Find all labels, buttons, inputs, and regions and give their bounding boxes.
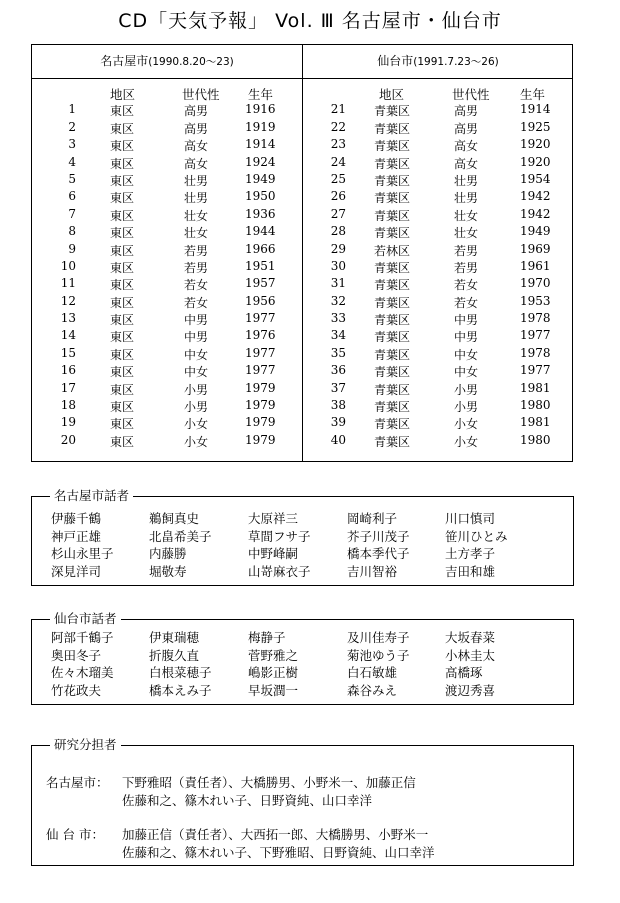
- generation-cell: 小男: [454, 400, 479, 415]
- speaker-number: 34: [330, 328, 346, 343]
- speaker-number: 1: [68, 102, 76, 117]
- generation-cell: 壮男: [454, 173, 479, 188]
- table-row: [32, 224, 302, 241]
- speaker-name: 菊池ゆう子: [347, 647, 410, 663]
- speaker-name: 吉田和雄: [445, 563, 496, 579]
- speaker-number: 39: [330, 415, 346, 430]
- generation-cell: 小男: [184, 382, 209, 397]
- table-row: [32, 276, 302, 293]
- speaker-name: 早坂潤一: [248, 682, 299, 698]
- birth-year-cell: 1949: [245, 171, 276, 186]
- generation-cell: 壮女: [454, 208, 479, 223]
- birth-year-cell: 1966: [245, 241, 276, 256]
- district-cell: 東区: [110, 330, 135, 345]
- table-row: [302, 381, 574, 398]
- research-nagoya-line1: 下野雅昭（責任者）、大橋勝男、小野米一、加藤正信: [122, 775, 416, 790]
- generation-cell: 壮女: [184, 208, 209, 223]
- generation-cell: 壮女: [184, 226, 209, 241]
- table-row: [302, 294, 574, 311]
- table-row: [302, 224, 574, 241]
- table-row: [32, 381, 302, 398]
- generation-cell: 高男: [454, 121, 479, 136]
- district-cell: 東区: [110, 278, 135, 293]
- district-cell: 青葉区: [374, 226, 411, 241]
- district-cell: 青葉区: [374, 278, 411, 293]
- table-row: [32, 102, 302, 119]
- district-cell: 青葉区: [374, 173, 411, 188]
- speaker-number: 16: [60, 363, 76, 378]
- speaker-number: 25: [330, 171, 346, 186]
- table-row: [302, 259, 574, 276]
- birth-year-cell: 1979: [245, 432, 276, 447]
- district-cell: 東区: [110, 260, 135, 275]
- speaker-name: 大原祥三: [248, 511, 299, 526]
- speaker-name: 橋本季代子: [347, 546, 410, 562]
- district-cell: 青葉区: [374, 104, 411, 119]
- speaker-name: 川口慎司: [445, 511, 496, 526]
- speaker-name: 伊東瑞穂: [149, 630, 200, 645]
- district-cell: 東区: [110, 226, 135, 241]
- speaker-number: 7: [68, 206, 76, 221]
- sendai-date: (1991.7.23～26): [413, 56, 499, 68]
- speaker-number: 17: [60, 380, 76, 395]
- district-cell: 東区: [110, 400, 135, 415]
- nagoya-speakers-box: [31, 488, 574, 586]
- speaker-name: 杉山永里子: [51, 546, 114, 562]
- generation-cell: 小女: [184, 434, 209, 449]
- speaker-number: 36: [330, 363, 346, 378]
- table-row: [302, 276, 574, 293]
- table-row: [32, 155, 302, 172]
- speaker-name: 岡崎利子: [347, 511, 398, 526]
- research-sendai-line2: 佐藤和之、篠木れい子、下野雅昭、日野資純、山口幸洋: [122, 845, 435, 860]
- speaker-name: 折腹久直: [149, 647, 200, 663]
- speaker-number: 13: [60, 311, 76, 326]
- birth-year-cell: 1925: [520, 119, 551, 134]
- table-row: [302, 102, 574, 119]
- speaker-number: 26: [330, 189, 346, 204]
- generation-cell: 高女: [184, 139, 209, 154]
- district-cell: 青葉区: [374, 121, 411, 136]
- table-row: [302, 137, 574, 154]
- birth-year-cell: 1978: [520, 311, 551, 326]
- birth-year-cell: 1936: [245, 206, 276, 221]
- generation-cell: 壮男: [454, 191, 479, 206]
- birth-year-cell: 1977: [520, 363, 551, 378]
- district-cell: 青葉区: [374, 260, 411, 275]
- generation-cell: 若女: [454, 295, 479, 310]
- speaker-number: 15: [60, 345, 76, 360]
- speaker-name: 山嵜麻衣子: [248, 563, 311, 579]
- generation-cell: 中女: [454, 365, 479, 380]
- birth-year-cell: 1953: [520, 293, 551, 308]
- birth-year-cell: 1954: [520, 171, 551, 186]
- birth-year-cell: 1977: [520, 328, 551, 343]
- birth-year-cell: 1950: [245, 189, 276, 204]
- speaker-name: 阿部千鶴子: [51, 630, 114, 645]
- speaker-name: 橋本えみ子: [149, 682, 212, 698]
- birth-year-cell: 1914: [520, 102, 551, 117]
- table-row: [302, 328, 574, 345]
- speaker-number: 32: [330, 293, 346, 308]
- district-cell: 東区: [110, 243, 135, 258]
- table-row: [32, 398, 302, 415]
- speaker-number: 20: [60, 432, 76, 447]
- district-cell: 東区: [110, 104, 135, 119]
- sendai-header: [302, 45, 574, 78]
- research-label: 研究分担者: [50, 737, 121, 753]
- speaker-number: 35: [330, 345, 346, 360]
- speaker-number: 10: [60, 258, 76, 273]
- table-row: [32, 242, 302, 259]
- speaker-name: 伊藤千鶴: [51, 511, 102, 526]
- speaker-name: 鵜飼真史: [149, 511, 200, 526]
- generation-cell: 小女: [454, 417, 479, 432]
- generation-cell: 中男: [454, 330, 479, 345]
- birth-year-cell: 1976: [245, 328, 276, 343]
- generation-cell: 若女: [184, 295, 209, 310]
- birth-year-cell: 1914: [245, 137, 276, 152]
- district-cell: 青葉区: [374, 208, 411, 223]
- birth-year-cell: 1919: [245, 119, 276, 134]
- generation-cell: 中男: [184, 313, 209, 328]
- district-cell: 青葉区: [374, 295, 411, 310]
- table-row: [302, 189, 574, 206]
- speaker-name: 深見洋司: [51, 563, 102, 579]
- district-cell: 青葉区: [374, 434, 411, 449]
- research-box: [31, 737, 574, 866]
- district-header: 地区: [379, 87, 405, 102]
- speaker-name: 森谷みえ: [347, 682, 398, 698]
- speaker-number: 28: [330, 224, 346, 239]
- research-sendai-label: 仙 台 市：: [46, 827, 104, 842]
- generation-cell: 高女: [454, 139, 479, 154]
- generation-cell: 若男: [454, 243, 479, 258]
- speaker-number: 4: [68, 154, 76, 169]
- generation-cell: 壮男: [184, 191, 209, 206]
- sendai-column-headers: [302, 85, 574, 102]
- birth-year-cell: 1951: [245, 258, 276, 273]
- speaker-number: 14: [60, 328, 76, 343]
- speaker-name: 草間フサ子: [248, 528, 311, 544]
- generation-header: 世代性: [182, 87, 220, 102]
- nagoya-heading: 名古屋市: [100, 54, 149, 68]
- generation-cell: 小女: [184, 417, 209, 432]
- generation-cell: 中男: [184, 330, 209, 345]
- speaker-number: 37: [330, 380, 346, 395]
- table-row: [302, 242, 574, 259]
- speaker-number: 12: [60, 293, 76, 308]
- birth-year-cell: 1969: [520, 241, 551, 256]
- generation-cell: 高男: [454, 104, 479, 119]
- birth-year-cell: 1920: [520, 154, 551, 169]
- district-cell: 青葉区: [374, 156, 411, 171]
- birth-year-cell: 1924: [245, 154, 276, 169]
- table-row: [32, 311, 302, 328]
- birth-year-cell: 1916: [245, 102, 276, 117]
- district-cell: 東区: [110, 313, 135, 328]
- birth-year-cell: 1957: [245, 276, 276, 291]
- speaker-name: 中野峰嗣: [248, 546, 299, 562]
- speaker-name: 北畠希美子: [149, 528, 212, 544]
- speaker-name: 竹花政夫: [51, 682, 102, 698]
- generation-cell: 若男: [184, 260, 209, 275]
- district-cell: 東区: [110, 434, 135, 449]
- table-row: [32, 433, 302, 450]
- generation-cell: 若女: [184, 278, 209, 293]
- generation-header: 世代性: [452, 87, 490, 102]
- table-row: [32, 346, 302, 363]
- district-cell: 青葉区: [374, 365, 411, 380]
- speaker-number: 29: [330, 241, 346, 256]
- speaker-name: 梅静子: [248, 630, 286, 645]
- speaker-number: 27: [330, 206, 346, 221]
- table-row: [302, 172, 574, 189]
- speaker-name: 及川佳寿子: [347, 630, 410, 645]
- table-row: [302, 311, 574, 328]
- speaker-number: 38: [330, 398, 346, 413]
- district-cell: 青葉区: [374, 313, 411, 328]
- speaker-number: 6: [68, 189, 76, 204]
- page-title: CD「天気予報」 Vol. Ⅲ 名古屋市・仙台市: [118, 10, 502, 32]
- district-cell: 東区: [110, 121, 135, 136]
- district-cell: 東区: [110, 173, 135, 188]
- district-cell: 東区: [110, 382, 135, 397]
- birth-year-cell: 1920: [520, 137, 551, 152]
- speaker-number: 2: [68, 119, 76, 134]
- birth-year-cell: 1944: [245, 224, 276, 239]
- generation-cell: 小男: [454, 382, 479, 397]
- district-cell: 東区: [110, 208, 135, 223]
- birth-year-cell: 1949: [520, 224, 551, 239]
- table-row: [302, 155, 574, 172]
- table-row: [32, 207, 302, 224]
- district-cell: 東区: [110, 191, 135, 206]
- birth-year-cell: 1942: [520, 206, 551, 221]
- speaker-name: 白根菜穂子: [149, 665, 212, 681]
- speaker-number: 9: [68, 241, 76, 256]
- generation-cell: 壮女: [454, 226, 479, 241]
- table-row: [32, 328, 302, 345]
- district-cell: 青葉区: [374, 139, 411, 154]
- district-cell: 東区: [110, 417, 135, 432]
- table-row: [302, 207, 574, 224]
- generation-cell: 高男: [184, 121, 209, 136]
- district-cell: 青葉区: [374, 191, 411, 206]
- speaker-name: 佐々木瑠美: [51, 665, 114, 681]
- district-cell: 東区: [110, 347, 135, 362]
- birth-year-cell: 1978: [520, 345, 551, 360]
- generation-cell: 中男: [454, 313, 479, 328]
- speaker-name: 高橋琢: [445, 665, 483, 681]
- district-cell: 青葉区: [374, 400, 411, 415]
- speaker-number: 5: [68, 171, 76, 186]
- speaker-name: 神戸正雄: [51, 528, 102, 544]
- nagoya-column: [32, 85, 302, 450]
- district-cell: 若林区: [374, 243, 411, 258]
- speaker-name: 内藤勝: [149, 546, 187, 562]
- speaker-name: 芥子川茂子: [347, 528, 410, 544]
- speaker-number: 23: [330, 137, 346, 152]
- speaker-number: 30: [330, 258, 346, 273]
- district-cell: 東区: [110, 365, 135, 380]
- nagoya-date: (1990.8.20～23): [148, 56, 234, 68]
- district-cell: 青葉区: [374, 330, 411, 345]
- speaker-name: 渡辺秀喜: [445, 682, 496, 698]
- district-cell: 東区: [110, 295, 135, 310]
- generation-cell: 小女: [454, 434, 479, 449]
- district-cell: 東区: [110, 156, 135, 171]
- research-nagoya-label: 名古屋市：: [46, 775, 109, 790]
- district-header: 地区: [110, 87, 136, 102]
- birth-year-cell: 1979: [245, 380, 276, 395]
- speaker-name: 奥田冬子: [51, 647, 102, 663]
- speaker-number: 22: [330, 119, 346, 134]
- table-row: [32, 172, 302, 189]
- table-row: [32, 189, 302, 206]
- speaker-number: 24: [330, 154, 346, 169]
- district-cell: 青葉区: [374, 417, 411, 432]
- sendai-speakers-label: 仙台市話者: [50, 611, 121, 627]
- birth-year-cell: 1970: [520, 276, 551, 291]
- sendai-speakers-box: [31, 611, 574, 705]
- generation-cell: 中女: [184, 347, 209, 362]
- generation-cell: 高男: [184, 104, 209, 119]
- generation-cell: 小男: [184, 400, 209, 415]
- district-cell: 青葉区: [374, 382, 411, 397]
- birth-year-cell: 1977: [245, 311, 276, 326]
- speaker-name: 笹川ひとみ: [445, 528, 508, 544]
- speaker-name: 土方孝子: [445, 546, 496, 562]
- nagoya-column-headers: [32, 85, 302, 102]
- table-row: [32, 259, 302, 276]
- birth-year-cell: 1977: [245, 363, 276, 378]
- research-nagoya-line2: 佐藤和之、篠木れい子、日野資純、山口幸洋: [122, 793, 373, 808]
- speaker-number: 31: [330, 276, 346, 291]
- table-row: [302, 346, 574, 363]
- table-row: [32, 137, 302, 154]
- birth-year-cell: 1956: [245, 293, 276, 308]
- birth-year-cell: 1961: [520, 258, 551, 273]
- district-cell: 東区: [110, 139, 135, 154]
- table-row: [302, 433, 574, 450]
- birth-year-cell: 1980: [520, 432, 551, 447]
- table-row: [302, 120, 574, 137]
- generation-cell: 若女: [454, 278, 479, 293]
- generation-cell: 高女: [184, 156, 209, 171]
- header-divider: [32, 78, 572, 79]
- generation-cell: 若男: [184, 243, 209, 258]
- sendai-column: [302, 85, 574, 450]
- generation-cell: 中女: [184, 365, 209, 380]
- speaker-number: 19: [60, 415, 76, 430]
- speaker-number: 33: [330, 311, 346, 326]
- speaker-number: 18: [60, 398, 76, 413]
- sendai-heading: 仙台市: [377, 54, 414, 68]
- generation-cell: 中女: [454, 347, 479, 362]
- birth-year-cell: 1980: [520, 398, 551, 413]
- speaker-name: 大坂春菜: [445, 630, 496, 645]
- speaker-name: 嶋影正樹: [248, 665, 299, 681]
- table-row: [302, 363, 574, 380]
- speaker-name: 白石敏雄: [347, 665, 398, 681]
- speaker-number: 40: [330, 432, 346, 447]
- table-row: [32, 120, 302, 137]
- table-row: [32, 363, 302, 380]
- speaker-name: 菅野雅之: [248, 647, 299, 663]
- table-row: [32, 415, 302, 432]
- speaker-name: 堀敬寿: [149, 563, 187, 579]
- speaker-number: 8: [68, 224, 76, 239]
- generation-cell: 若男: [454, 260, 479, 275]
- birth-year-cell: 1977: [245, 345, 276, 360]
- birth-year-cell: 1981: [520, 380, 551, 395]
- birth-year-cell: 1981: [520, 415, 551, 430]
- speaker-number: 21: [330, 102, 346, 117]
- birth-year-header: 生年: [520, 87, 546, 102]
- table-row: [302, 398, 574, 415]
- speaker-number: 11: [60, 276, 76, 291]
- birth-year-cell: 1979: [245, 398, 276, 413]
- research-sendai-line1: 加藤正信（責任者）、大西拓一郎、大橋勝男、小野米一: [122, 827, 429, 842]
- generation-cell: 壮男: [184, 173, 209, 188]
- birth-year-header: 生年: [248, 87, 274, 102]
- birth-year-cell: 1942: [520, 189, 551, 204]
- speaker-name: 小林圭太: [445, 647, 496, 663]
- district-cell: 青葉区: [374, 347, 411, 362]
- generation-cell: 高女: [454, 156, 479, 171]
- speaker-number: 3: [68, 137, 76, 152]
- speaker-table: [31, 44, 573, 462]
- speaker-name: 吉川智裕: [347, 563, 398, 579]
- birth-year-cell: 1979: [245, 415, 276, 430]
- table-row: [302, 415, 574, 432]
- table-row: [32, 294, 302, 311]
- nagoya-speakers-label: 名古屋市話者: [50, 488, 133, 504]
- nagoya-header: [32, 45, 302, 78]
